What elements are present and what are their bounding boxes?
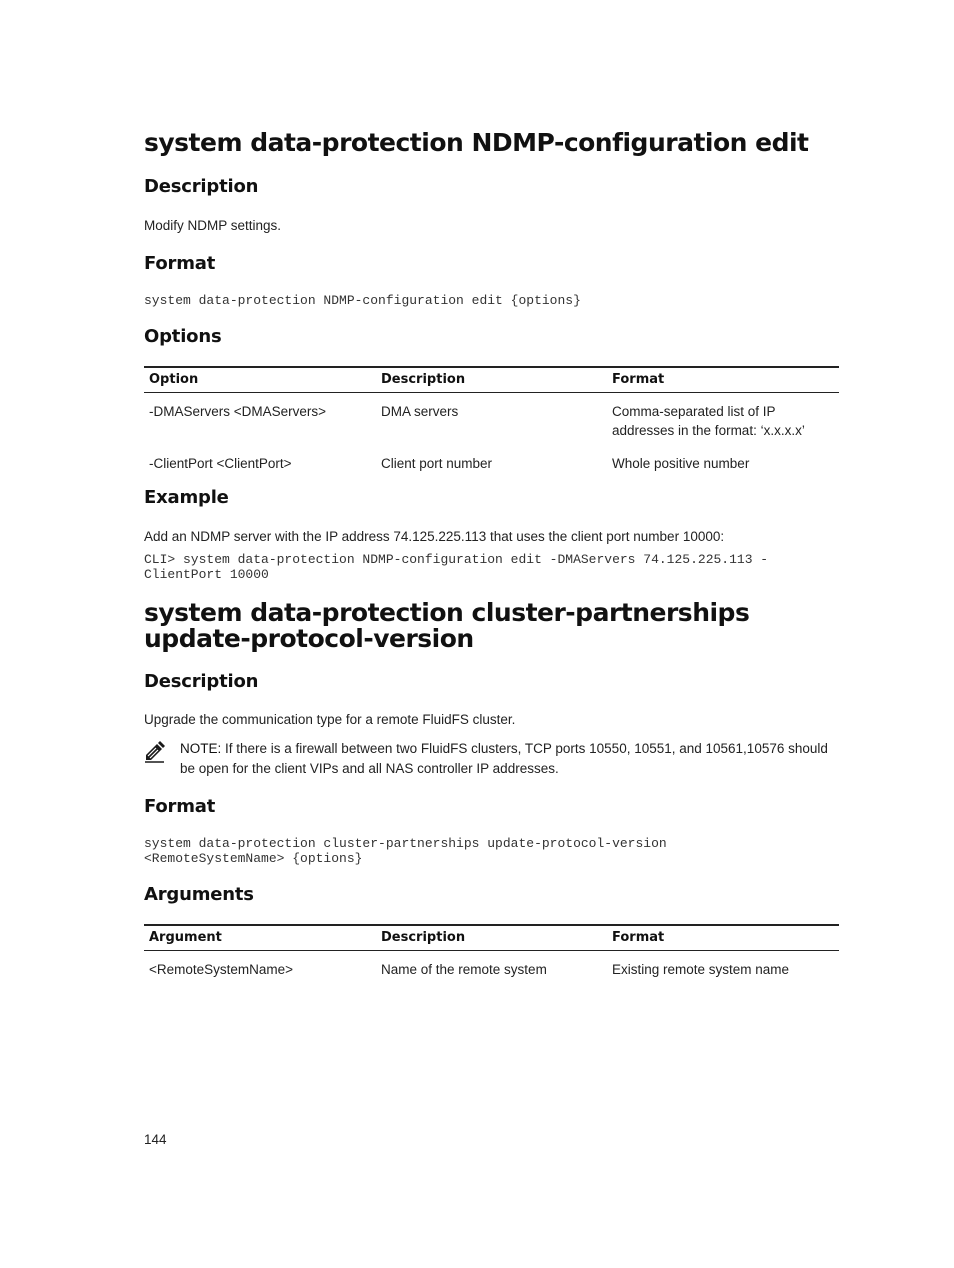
note-text — [180, 739, 835, 779]
description-text: Modify NDMP settings. — [144, 218, 282, 233]
table-header-row — [144, 367, 839, 393]
note-body: If there is a firewall between two FluidFS clusters, TCP ports 10550, 10551, and 10561,10576 should be open for the client VIPs and all NAS controller IP addresses. — [180, 741, 828, 776]
description-heading: Description — [144, 671, 259, 692]
table-cell: DMA servers — [381, 404, 459, 419]
note-label: NOTE: — [180, 741, 222, 756]
table-header-row — [144, 925, 839, 951]
options-heading: Options — [144, 326, 222, 347]
example-text: Add an NDMP server with the IP address 74.125.225.113 that uses the client port number 10000: — [144, 529, 725, 544]
column-header: Description — [376, 367, 607, 393]
table-cell: <RemoteSystemName> — [149, 962, 294, 977]
column-header: Format — [607, 367, 839, 393]
options-table-wrapper — [144, 366, 839, 483]
column-header: Description — [376, 925, 607, 951]
section-title-update-protocol-version: system data-protection cluster-partnerships update-protocol-version — [144, 598, 750, 653]
table-row — [144, 393, 839, 451]
example-code: CLI> system data-protection NDMP-configuration edit -DMAServers 74.125.225.113 - ClientPort 10000 — [144, 552, 769, 582]
table-row — [144, 450, 839, 483]
page-number: 144 — [144, 1132, 167, 1147]
table-cell: Client port number — [381, 456, 493, 471]
arguments-table-wrapper — [144, 924, 839, 989]
pencil-note-icon — [144, 739, 180, 779]
table-cell: -DMAServers <DMAServers> — [149, 404, 327, 419]
description-heading: Description — [144, 176, 259, 197]
format-code: system data-protection NDMP-configuration edit {options} — [144, 293, 581, 308]
table-cell: Existing remote system name — [612, 962, 790, 977]
arguments-heading: Arguments — [144, 884, 254, 905]
table-cell: Comma-separated list of IP addresses in the format: ‘x.x.x.x’ — [612, 404, 805, 438]
options-table — [144, 366, 839, 483]
arguments-table — [144, 924, 839, 989]
example-heading: Example — [144, 487, 229, 508]
column-header: Option — [144, 367, 376, 393]
column-header: Format — [607, 925, 839, 951]
format-code: system data-protection cluster-partnerships update-protocol-version <RemoteSystemName> {options} — [144, 836, 667, 866]
column-header: Argument — [144, 925, 376, 951]
description-text: Upgrade the communication type for a remote FluidFS cluster. — [144, 712, 516, 727]
format-heading: Format — [144, 796, 216, 817]
table-cell: Name of the remote system — [381, 962, 547, 977]
table-cell: Whole positive number — [612, 456, 750, 471]
table-row — [144, 951, 839, 990]
section-title-ndmp-edit: system data-protection NDMP-configuration edit — [144, 128, 809, 157]
note-box — [144, 739, 835, 779]
format-heading: Format — [144, 253, 216, 274]
table-cell: -ClientPort <ClientPort> — [149, 456, 292, 471]
